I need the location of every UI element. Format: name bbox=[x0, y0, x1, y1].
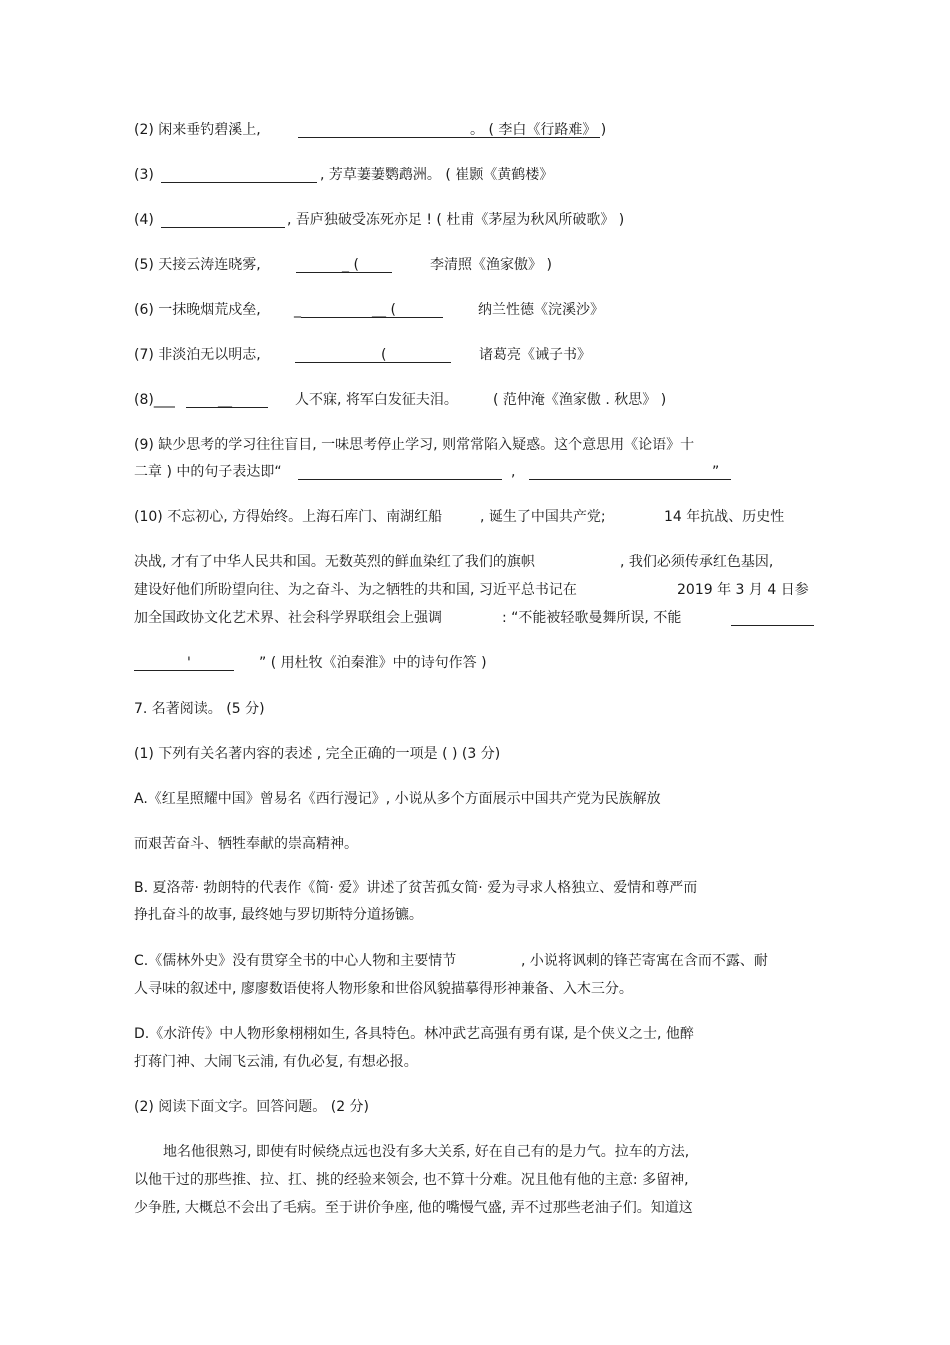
passage-line-3: 少争胜, 大概总不会出了毛病。至于讲价争座, 他的嘴慢气盛, 弄不过那些老油子们。知道这 bbox=[134, 1200, 693, 1216]
q6-paren: __ ( bbox=[372, 302, 396, 318]
option-d-line-1: D.《水浒传》中人物形象栩栩如生, 各具特色。林冲武艺高强有勇有谋, 是个侠义之士, 他醉 bbox=[134, 1026, 694, 1042]
q8-text: (8)___ bbox=[134, 392, 175, 408]
passage-line-1: 地名他很熟习, 即使有时候绕点远也没有多大关系, 好在自己有的是力气。拉车的方法, bbox=[163, 1144, 690, 1160]
q8-mark: __ bbox=[218, 392, 232, 408]
q3-source: , 芳草萋萋鹦鹉洲。 ( 崔颢《黄鹤楼》 bbox=[320, 167, 554, 183]
q6-text: (6) 一抹晚烟荒戍垒, bbox=[134, 302, 261, 318]
option-c-text-1: C.《儒林外史》没有贯穿全书的中心人物和主要情节 bbox=[134, 953, 457, 969]
q9-text: 二章 ) 中的句子表达即“ bbox=[134, 464, 282, 480]
option-a-line-2: 而艰苦奋斗、牺牲奉献的崇高精神。 bbox=[134, 836, 358, 852]
q10-text-3: 14 年抗战、历史性 bbox=[664, 509, 785, 525]
q5-paren: _ ( bbox=[342, 257, 359, 273]
q10-blank-2[interactable] bbox=[134, 670, 234, 671]
section-7-question-1: (1) 下列有关名著内容的表述 , 完全正确的一项是 ( ) (3 分) bbox=[134, 746, 501, 762]
q8-source: ( 范仲淹《渔家傲 . 秋思》 ) bbox=[493, 392, 667, 408]
passage-line-2: 以他干过的那些推、拉、扛、挑的经验来领会, 也不算十分难。况且他有他的主意: 多留神, bbox=[134, 1172, 689, 1188]
q6-mark: _ bbox=[294, 302, 301, 318]
q5-source: 李清照《渔家傲》 ) bbox=[430, 257, 552, 273]
q10-text-4: 决战, 才有了中华人民共和国。无数英烈的鲜血染红了我们的旗帜 bbox=[134, 554, 535, 570]
q4-text: (4) bbox=[134, 212, 154, 228]
q2-text: (2) 闲来垂钓碧溪上, bbox=[134, 122, 261, 138]
q7-blank[interactable] bbox=[295, 362, 451, 363]
q9-quote: ” bbox=[712, 464, 720, 480]
q7-source: 诸葛亮《诫子书》 bbox=[479, 347, 591, 363]
q10-mark: ' bbox=[187, 655, 191, 671]
section-7-question-2: (2) 阅读下面文字。回答问题。 (2 分) bbox=[134, 1099, 370, 1115]
q9-comma: , bbox=[511, 464, 516, 480]
q3-blank[interactable] bbox=[161, 182, 317, 183]
option-b-line-2: 挣扎奋斗的故事, 最终她与罗切斯特分道扬镳。 bbox=[134, 907, 423, 923]
q10-text-8: 加全国政协文化艺术界、社会科学界联组会上强调 bbox=[134, 610, 442, 626]
q4-source: , 吾庐独破受冻死亦足 ! ( 杜甫《茅屋为秋风所破歌》 ) bbox=[287, 212, 625, 228]
q10-text-9: : “不能被轻歌曼舞所误, 不能 bbox=[502, 610, 682, 626]
q3-text: (3) bbox=[134, 167, 154, 183]
option-d-line-2: 打蒋门神、大闹飞云浦, 有仇必复, 有想必报。 bbox=[134, 1054, 418, 1070]
q9-line-1: (9) 缺少思考的学习往往盲目, 一味思考停止学习, 则常常陷入疑惑。这个意思用《论语》十 bbox=[134, 437, 695, 453]
q9-blank-2[interactable] bbox=[529, 479, 731, 480]
q6-source: 纳兰性德《浣溪沙》 bbox=[478, 302, 604, 318]
option-c-line-2: 人寻味的叙述中, 廖廖数语使将人物形象和世俗风貌描摹得形神兼备、入木三分。 bbox=[134, 981, 633, 997]
q8-line: 人不寐, 将军白发征夫泪。 bbox=[295, 392, 458, 408]
option-c-text-2: , 小说将讽刺的锋芒寄寓在含而不露、耐 bbox=[521, 953, 768, 969]
q10-text-2: , 诞生了中国共产党; bbox=[480, 509, 606, 525]
q7-text: (7) 非淡泊无以明志, bbox=[134, 347, 261, 363]
q10-blank-1[interactable] bbox=[731, 625, 814, 626]
q10-text-5: , 我们必须传承红色基因, bbox=[620, 554, 774, 570]
q10-text-7: 2019 年 3 月 4 日参 bbox=[677, 582, 809, 598]
q10-text-6: 建设好他们所盼望向往、为之奋斗、为之牺牲的共和国, 习近平总书记在 bbox=[134, 582, 577, 598]
q10-source: ” ( 用杜牧《泊秦淮》中的诗句作答 ) bbox=[259, 655, 487, 671]
q5-text: (5) 天接云涛连晓雾, bbox=[134, 257, 261, 273]
option-b-line-1: B. 夏洛蒂· 勃朗特的代表作《简· 爱》讲述了贫苦孤女简· 爱为寻求人格独立、爱情和尊严而 bbox=[134, 880, 698, 896]
section-7-title: 7. 名著阅读。 (5 分) bbox=[134, 701, 265, 717]
q2-source: 。 ( 李白《行路难》 ) bbox=[470, 122, 607, 138]
q10-text-1: (10) 不忘初心, 方得始终。上海石库门、南湖红船 bbox=[134, 509, 443, 525]
q9-blank-1[interactable] bbox=[298, 479, 502, 480]
option-a-line-1: A.《红星照耀中国》曾易名《西行漫记》, 小说从多个方面展示中国共产党为民族解放 bbox=[134, 791, 661, 807]
q4-blank[interactable] bbox=[161, 227, 285, 228]
q7-paren: ( bbox=[381, 347, 387, 363]
